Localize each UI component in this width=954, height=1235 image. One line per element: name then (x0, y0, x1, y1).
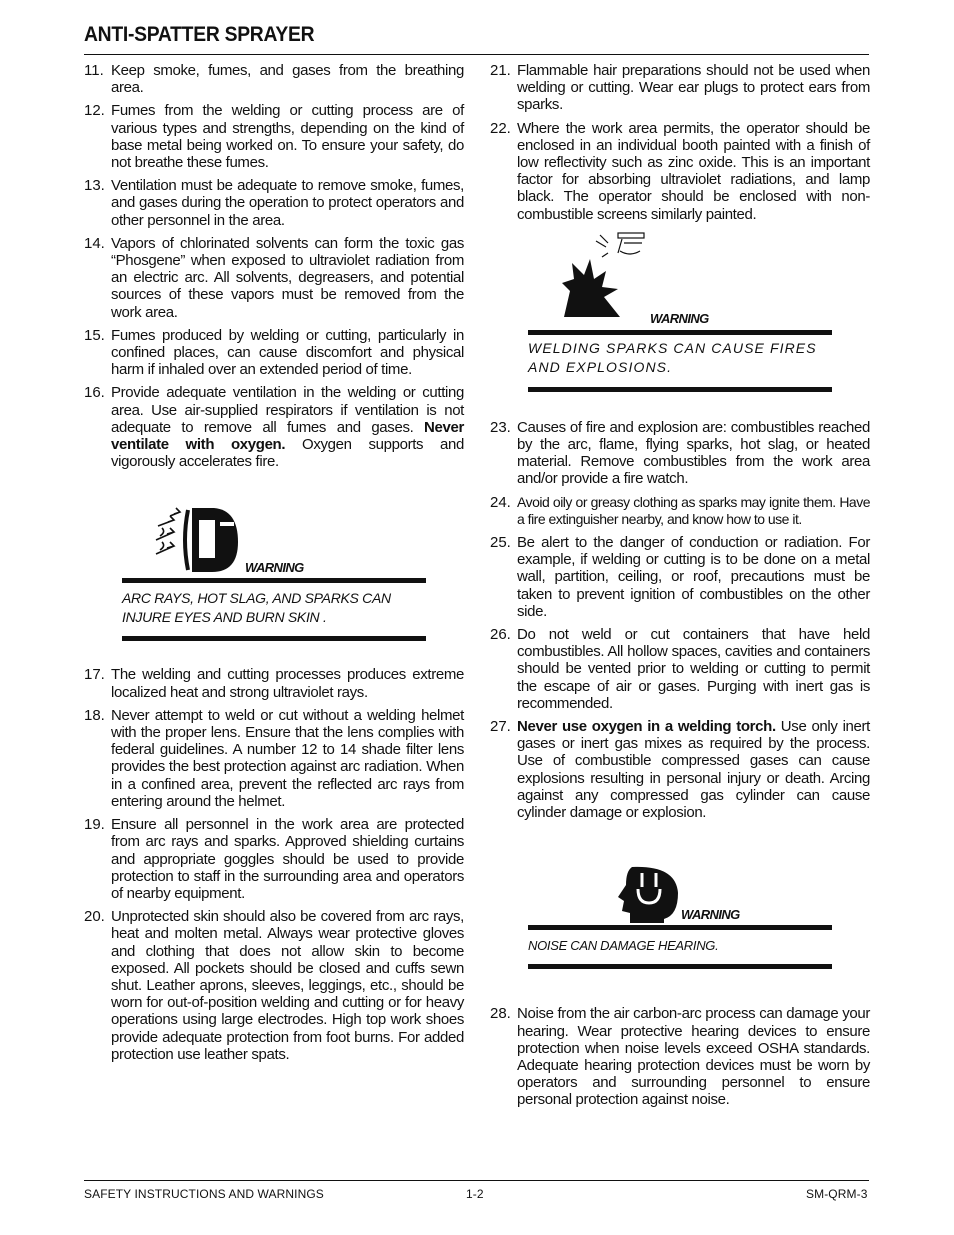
warning-label: WARNING (650, 310, 709, 326)
item-number: 28. (490, 1005, 511, 1023)
explosion-sparks-icon (560, 231, 650, 321)
item-text: Never attempt to weld or cut without a welding helmet with the proper lens. Ensure that the lens complies with federal guidelines. A number 12 to 14 shade filter lens provides the best protection against arc radiation. When in a confined area, prevent the reflected arc rays from entering around the helmet. (111, 706, 464, 810)
title-rule (84, 54, 869, 55)
left-column (84, 62, 464, 1069)
warning-message: NOISE CAN DAMAGE HEARING. (528, 938, 719, 954)
list-item (490, 494, 870, 528)
warning-top-bar (528, 330, 832, 335)
item-text (517, 718, 870, 821)
list-item (84, 384, 464, 470)
item-text: Keep smoke, fumes, and gases from the breathing area. (111, 62, 464, 97)
warning-block-arc-rays (84, 476, 464, 666)
item-text (111, 384, 464, 470)
warning-bottom-bar (528, 387, 832, 392)
item-text: Causes of fire and explosion are: combustibles reached by the arc, flame, flying sparks, hot slag, or heated material. Remove combustibles from the work area and/or provide a fire watch. (517, 418, 870, 488)
list-item (490, 120, 870, 223)
item-text: Noise from the air carbon-arc process can damage your hearing. Wear protective hearing devices to ensure protection when noise levels exceed OSHA standards. Adequate hearing protection devices must be worn by operators and surrounding personnel to ensure personal protection against noise. (517, 1005, 870, 1109)
warning-bottom-bar (122, 636, 426, 641)
item-number: 16. (84, 384, 105, 402)
item-text: Fumes from the welding or cutting process are of various types and strengths, depending on the kind of base metal being worked on. To ensure your safety, do not breathe these fumes. (111, 102, 464, 172)
item-number: 14. (84, 234, 105, 252)
list-item (490, 62, 870, 114)
item-text-part: Use only inert gases or inert gas mixes as required by the process. Use of combustible compressed gases can cause explosions resulting in personal injury or death. Arcing against any compressed gas cylinder can cause cylinder damage or explosion. (517, 718, 870, 822)
list-item (84, 62, 464, 96)
item-number: 15. (84, 326, 105, 344)
warning-bottom-bar (528, 964, 832, 969)
item-number: 21. (490, 62, 511, 79)
item-number: 27. (490, 718, 511, 736)
item-number: 17. (84, 666, 105, 684)
item-number: 23. (490, 418, 511, 436)
list-item (84, 816, 464, 902)
item-number: 13. (84, 177, 105, 195)
item-number: 18. (84, 706, 105, 724)
item-bold-text: Never ventilate with oxygen. (111, 418, 464, 454)
item-text: Do not weld or cut containers that have held combustibles. All hollow spaces, cavities and containers should be vented prior to welding or cutting to permit the escape of air or gases. Purging with inert gas is recommended. (517, 626, 870, 712)
list-item (490, 626, 870, 712)
warning-label: WARNING (245, 560, 304, 576)
list-item (490, 534, 870, 620)
warning-block-noise (490, 827, 870, 1005)
list-item (84, 908, 464, 1063)
list-item (84, 235, 464, 321)
item-number: 24. (490, 493, 511, 511)
page-number: 1-2 (466, 1187, 484, 1201)
warning-label: WARNING (681, 907, 740, 923)
item-number: 12. (84, 102, 105, 120)
item-text: Vapors of chlorinated solvents can form the toxic gas “Phosgene” when exposed to ultraviolet radiation from an electric arc. All solvents, degreasers, and potential sources of these vapors must be removed from the work area. (111, 234, 464, 321)
welding-helmet-icon (152, 506, 242, 578)
item-text: Be alert to the danger of conduction or radiation. For example, if welding or cutting is to be done on a metal wall, partition, ceiling, or roof, precautions must be taken to prevent ignition of combustibles on the other side. (517, 534, 870, 620)
list-item (84, 327, 464, 379)
list-item (84, 666, 464, 700)
hearing-protection-icon (618, 865, 680, 923)
list-item (84, 177, 464, 229)
item-text: Avoid oily or greasy clothing as sparks may ignite them. Have a fire extinguisher nearby, and know how to use it. (517, 493, 870, 527)
item-text-part: Oxygen supports and vigorously accelerates fire. (111, 436, 464, 471)
item-text: Unprotected skin should also be covered from arc rays, heat and molten metal. Always wear protective gloves and clothing that does not allow skin to become exposed. All pockets should be closed and cuffs sewn shut. Leather aprons, sleeves, leggings, etc., should be worn for out-of-position welding and cutting or for heavy operations using large electrodes. High top work shoes provide adequate protection from foot burns. For added protection use leather spats. (111, 908, 464, 1063)
item-text-part: Provide adequate ventilation in the welding or cutting area. Use air-supplied respirators if ventilation is not adequate to remove all fumes and gases. (111, 384, 464, 436)
page-title: ANTI-SPATTER SPRAYER (84, 23, 315, 46)
warning-message: ARC RAYS, HOT SLAG, AND SPARKS CAN INJURE EYES AND BURN SKIN . (122, 590, 391, 626)
item-bold-text: Never use oxygen in a welding torch. (517, 718, 776, 736)
list-item (490, 718, 870, 821)
list-item (490, 1005, 870, 1108)
footer-right: SM-QRM-3 (806, 1187, 868, 1201)
warning-top-bar (122, 578, 426, 583)
item-number: 20. (84, 908, 105, 926)
footer-rule (84, 1180, 869, 1181)
item-text: The welding and cutting processes produces extreme localized heat and strong ultraviolet rays. (111, 666, 464, 701)
item-number: 25. (490, 534, 511, 552)
list-item (84, 102, 464, 171)
item-text: Where the work area permits, the operator should be enclosed in an individual booth painted with a finish of low reflectivity such as zinc oxide. This is an important factor for absorbing ultraviolet radiations, and lamp black. The operator should be enclosed with non-combustible screens similarly painted. (517, 119, 870, 223)
warning-top-bar (528, 925, 832, 930)
item-number: 19. (84, 816, 105, 834)
item-text: Ventilation must be adequate to remove smoke, fumes, and gases during the operation to protect operators and other personnel in the area. (111, 177, 464, 229)
item-number: 11. (84, 62, 104, 79)
item-text: Ensure all personnel in the work area are protected from arc rays and sparks. Approved shielding curtains and appropriate goggles should be used to provide protection to staff in the surrounding area and operators of nearby equipment. (111, 816, 464, 902)
footer-left: SAFETY INSTRUCTIONS AND WARNINGS (84, 1187, 324, 1201)
warning-block-sparks (490, 229, 870, 419)
item-text: Flammable hair preparations should not be used when welding or cutting. Wear ear plugs to protect ears from sparks. (517, 62, 870, 114)
warning-message: WELDING SPARKS CAN CAUSE FIRES AND EXPLOSIONS. (528, 339, 817, 375)
list-item (490, 419, 870, 488)
item-number: 22. (490, 119, 511, 137)
item-text: Fumes produced by welding or cutting, particularly in confined places, can cause discomfort and physical harm if inhaled over an extended period of time. (111, 326, 464, 379)
list-item (84, 707, 464, 810)
item-number: 26. (490, 626, 511, 644)
right-column (490, 62, 870, 1115)
